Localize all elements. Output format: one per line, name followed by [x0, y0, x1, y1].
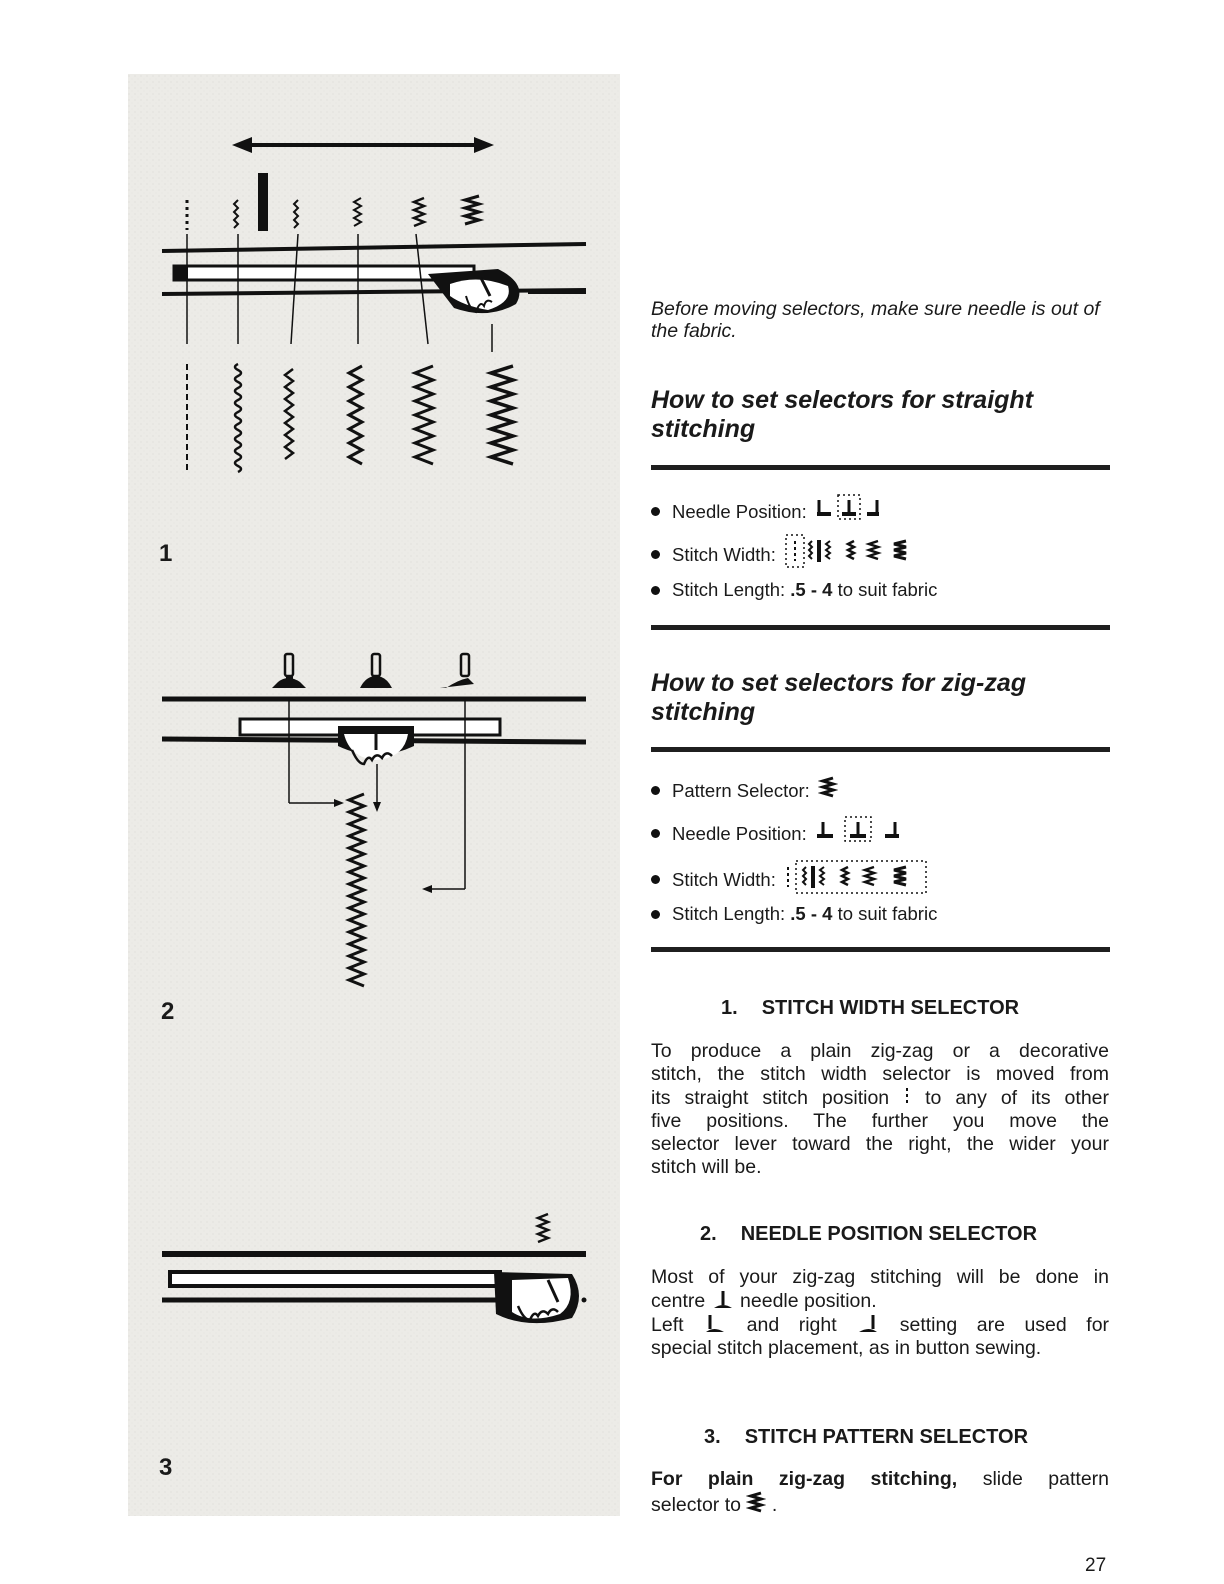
centre-needle-icon [711, 1289, 735, 1311]
stitch-width-label: Stitch Width: [672, 868, 776, 890]
section-2-title [700, 1223, 1037, 1246]
bullet-dot [651, 507, 660, 516]
body-line: selector lever toward the right, the wider your [651, 1133, 1109, 1155]
stitch-width-icons [784, 857, 934, 902]
selector-illustrations [128, 74, 620, 1516]
body-line: To produce a plain zig-zag or a decorative [651, 1040, 1109, 1062]
heading-zigzag-stitching: How to set selectors for zig-zag stitching [651, 669, 1027, 726]
straight-stitch-length [651, 579, 937, 601]
zigzag-pattern-icon [818, 775, 838, 806]
straight-needle-position [651, 492, 885, 531]
body-line: selector to . [651, 1491, 1109, 1517]
section-title-text: NEEDLE POSITION SELECTOR [740, 1223, 1038, 1245]
illustration-panel [128, 74, 620, 1516]
bullet-dot [651, 875, 660, 884]
stitch-length-value: .5 - 4 [790, 903, 833, 924]
needle-position-icons [815, 492, 885, 531]
stitch-length-label: Stitch Length: [672, 903, 786, 924]
divider [651, 747, 1110, 752]
needle-position-label: Needle Position: [672, 822, 807, 844]
intro-note: Before moving selectors, make sure needle is out of the fabric. [651, 298, 1100, 342]
bullet-dot [651, 829, 660, 838]
needle-position-icons [815, 814, 915, 853]
straight-stitch-icon [903, 1086, 911, 1108]
body-line: stitch will be. [651, 1156, 762, 1178]
section-2-body [651, 1266, 1109, 1360]
section-number: 2. [700, 1223, 717, 1245]
body-line: Most of your zig-zag stitching will be done in [651, 1266, 1109, 1288]
stitch-length-suffix: to suit fabric [837, 579, 938, 600]
divider [651, 465, 1110, 470]
stitch-length-value: .5 - 4 [790, 579, 833, 600]
stitch-length-suffix: to suit fabric [837, 903, 938, 924]
section-title-text: STITCH PATTERN SELECTOR [744, 1426, 1029, 1448]
bullet-dot [651, 550, 660, 559]
section-number: 1. [721, 997, 738, 1019]
pattern-selector-label: Pattern Selector: [672, 779, 810, 801]
stitch-length-label: Stitch Length: [672, 579, 786, 600]
figure-3-number: 3 [159, 1454, 173, 1481]
bullet-dot [651, 910, 660, 919]
body-line: For plain zig-zag stitching, slide pattern [651, 1468, 1110, 1490]
zigzag-pattern-icon [746, 1491, 766, 1515]
body-line: its straight stitch position to any of its other [651, 1087, 1110, 1109]
body-line: special stitch placement, as in button sewing. [651, 1337, 1042, 1359]
zigzag-stitch-length [651, 903, 937, 925]
body-line: five positions. The further you move the [651, 1110, 1109, 1132]
page-number: 27 [1085, 1555, 1107, 1576]
heading-straight-stitching: How to set selectors for straight stitching [651, 386, 1034, 443]
zigzag-stitch-width [651, 857, 934, 902]
divider [651, 625, 1110, 630]
figure-2-number: 2 [161, 998, 175, 1025]
bullet-dot [651, 586, 660, 595]
section-number: 3. [704, 1426, 721, 1448]
straight-stitch-width [651, 533, 934, 576]
left-needle-icon [703, 1313, 727, 1335]
zigzag-pattern-selector [651, 775, 838, 806]
section-1-title [721, 997, 1019, 1020]
divider [651, 947, 1110, 952]
section-3-title [704, 1426, 1028, 1449]
stitch-width-label: Stitch Width: [672, 543, 776, 565]
section-1-body [651, 1040, 1109, 1179]
body-line: centre needle position. [651, 1290, 877, 1312]
body-line: Left and right setting are used for [651, 1314, 1110, 1336]
needle-position-label: Needle Position: [672, 500, 807, 522]
stitch-width-icons [784, 533, 934, 576]
zigzag-needle-position [651, 814, 915, 853]
section-title-text: STITCH WIDTH SELECTOR [761, 997, 1020, 1019]
body-line: stitch, the stitch width selector is moved from [651, 1063, 1109, 1085]
right-needle-icon [856, 1313, 880, 1335]
bullet-dot [651, 786, 660, 795]
figure-1-number: 1 [159, 540, 173, 567]
section-3-body [651, 1468, 1109, 1517]
